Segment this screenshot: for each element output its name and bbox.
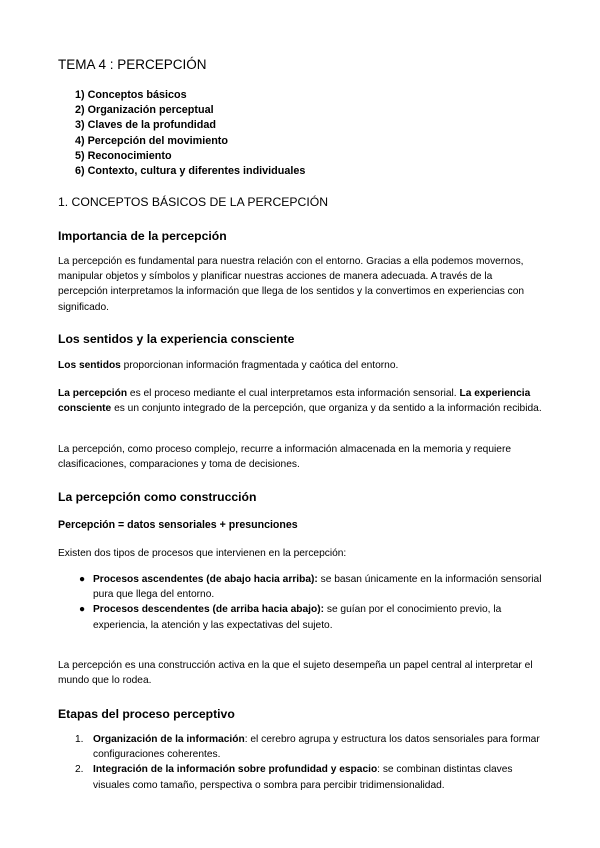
bold-term: La experiencia consciente — [58, 388, 531, 415]
paragraph-closing: La percepción es una construcción activa en la que el sujeto desempeña un papel central al interpretar el mundo que lo rodea. — [58, 660, 533, 687]
formula: Percepción = datos sensoriales + presunciones — [58, 519, 298, 531]
list-item: 2. Integración de la información sobre profundidad y espacio: se combinan distintas claves visuales como tamaño, perspectiva o sombra para percibir tridimensionalidad. — [75, 764, 513, 791]
section-heading: 1. CONCEPTOS BÁSICOS DE LA PERCEPCIÓN — [58, 195, 329, 209]
toc-item: 3) Claves de la profundidad — [75, 119, 216, 132]
list-item: ● Procesos ascendentes (de abajo hacia arriba): se basan únicamente en la información sensorial pura que llega del entorno. — [79, 574, 542, 601]
paragraph-intro: Existen dos tipos de procesos que intervienen en la percepción: — [58, 548, 347, 559]
toc-item: 6) Contexto, cultura y diferentes individuales — [75, 165, 306, 178]
table-of-contents — [75, 88, 305, 179]
list-item: 1. Organización de la información: el cerebro agrupa y estructura los datos sensoriales para formar configuraciones coherentes. — [75, 734, 540, 761]
bold-term: La percepción — [58, 388, 128, 399]
toc-item: 2) Organización perceptual — [75, 104, 214, 117]
toc-item: 5) Reconocimiento — [75, 149, 172, 162]
process-list — [58, 572, 544, 633]
paragraph-proceso-complejo: La percepción, como proceso complejo, recurre a información almacenada en la memoria y requiere clasificaciones, comparaciones y toma de decisiones. — [58, 444, 512, 471]
list-item: ● Procesos descendentes (de arriba hacia abajo): se guían por el conocimiento previo, la experiencia, la atención y las expectativas del sujeto. — [79, 604, 502, 631]
bullet-icon: ● — [79, 574, 86, 585]
subheading-sentidos: Los sentidos y la experiencia consciente — [58, 332, 295, 346]
paragraph-importancia: La percepción es fundamental para nuestra relación con el entorno. Gracias a ella podemos movernos, manipular objetos y símbolos y planificar nuestras acciones de manera adecuada. A través de la percepción interpretamos la información que llega de los sentidos y la convertimos en experiencias con significado. — [58, 256, 525, 313]
paragraph-percepcion: La percepción es el proceso mediante el cual interpretamos esta información sensorial. La experiencia consciente es un conjunto integrado de la percepción, que organiza y da sentido a la información recibida. — [58, 388, 542, 415]
subheading-etapas: Etapas del proceso perceptivo — [58, 707, 235, 721]
document-title: TEMA 4 : PERCEPCIÓN — [58, 57, 207, 72]
stages-list — [58, 732, 544, 793]
subheading-construccion: La percepción como construcción — [58, 490, 257, 504]
bullet-icon: ● — [79, 604, 86, 616]
toc-item: 1) Conceptos básicos — [75, 89, 187, 101]
toc-item: 4) Percepción del movimiento — [75, 134, 228, 147]
bold-term: Los sentidos — [58, 360, 121, 371]
subheading-importancia: Importancia de la percepción — [58, 229, 227, 243]
paragraph-sentidos: Los sentidos proporcionan información fragmentada y caótica del entorno. — [58, 360, 399, 371]
